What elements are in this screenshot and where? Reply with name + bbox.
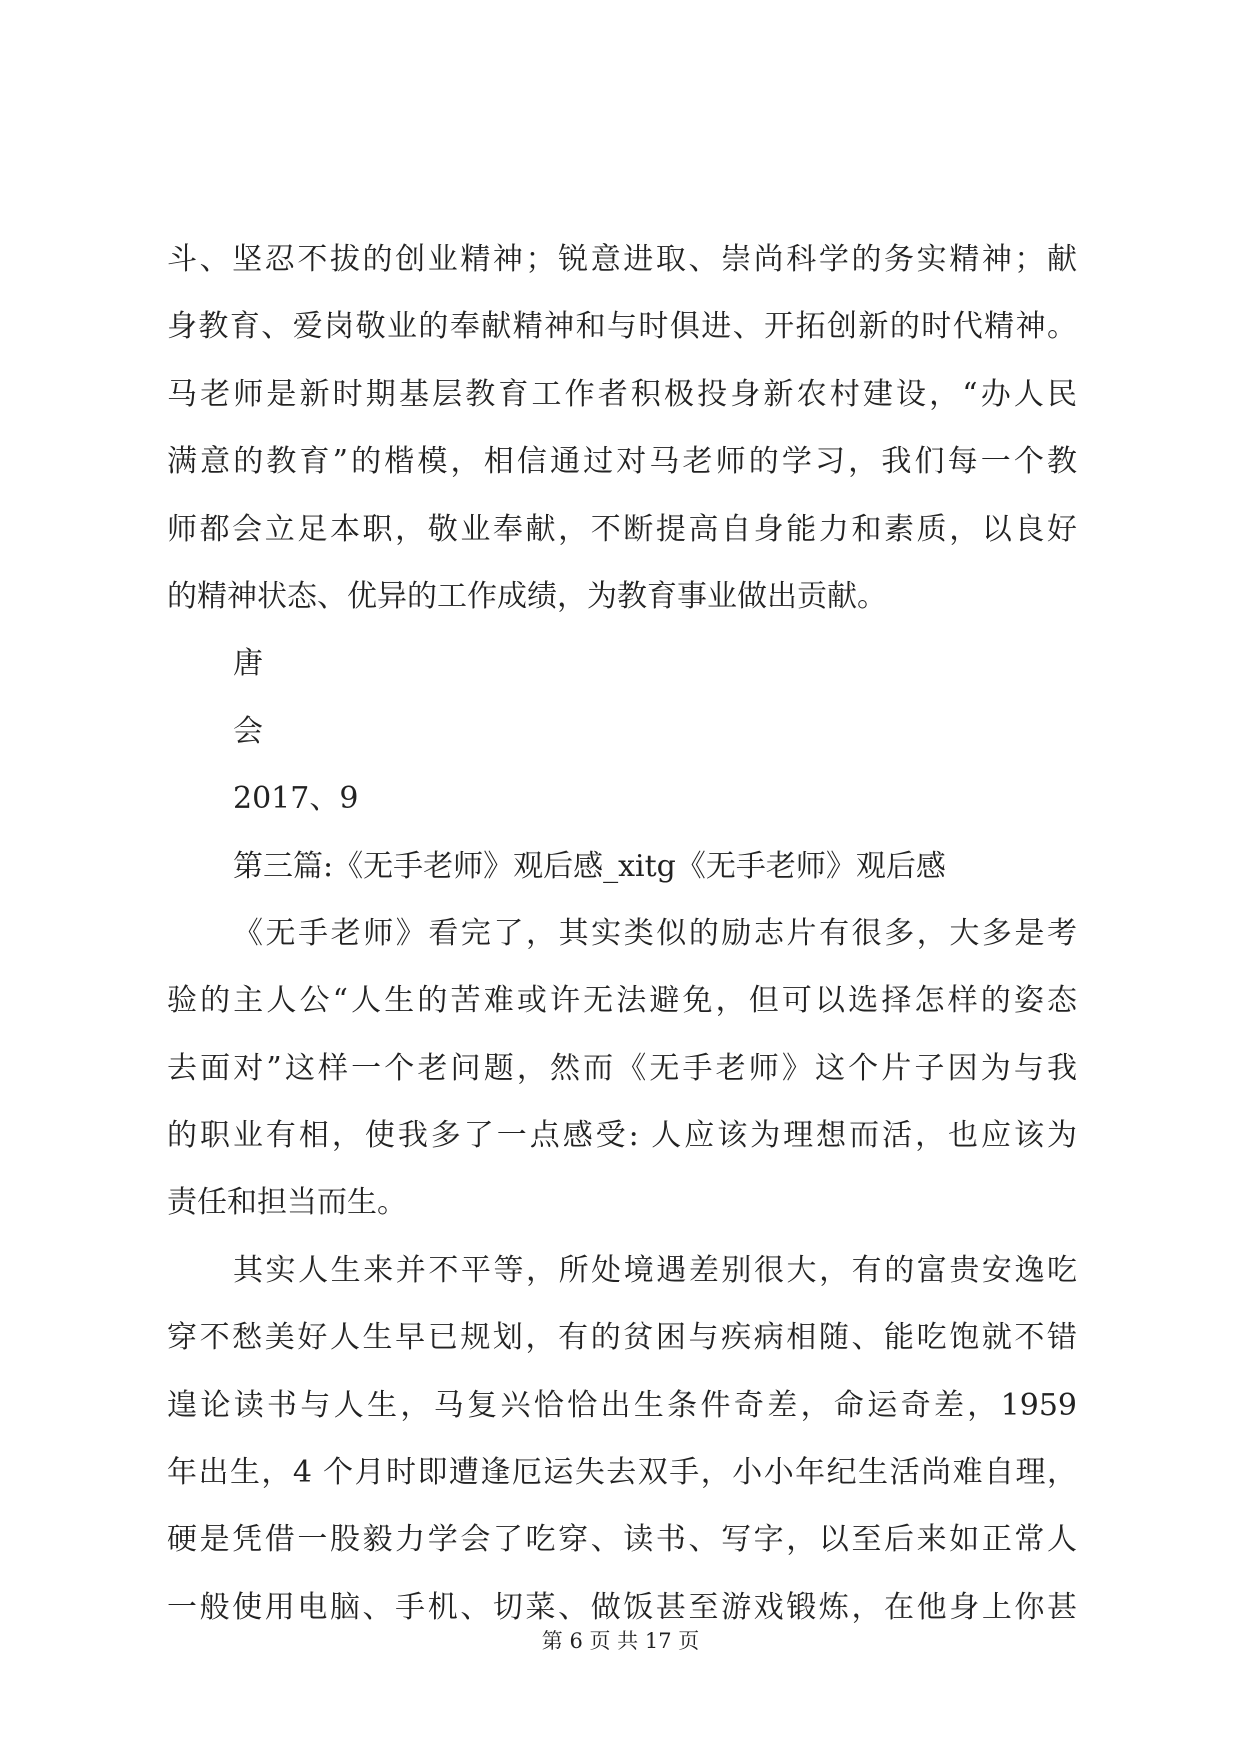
text-line: 《无手老师》看完了，其实类似的励志片有很多，大多是考 xyxy=(233,915,1077,951)
text-line: 满意的教育”的楷模，相信通过对马老师的学习，我们每一个教 xyxy=(167,444,1077,480)
text-line: 马老师是新时期基层教育工作者积极投身新农村建设，“办人民 xyxy=(167,376,1077,412)
text-line: 其实人生来并不平等，所处境遇差别很大，有的富贵安逸吃 xyxy=(233,1252,1077,1288)
text-line: 斗、坚忍不拔的创业精神；锐意进取、崇尚科学的务实精神；献 xyxy=(167,242,1077,277)
text-line: 穿不愁美好人生早已规划，有的贫困与疾病相随、能吃饱就不错 xyxy=(167,1320,1077,1356)
text-line: 去面对”这样一个老问题，然而《无手老师》这个片子因为与我 xyxy=(167,1050,1077,1086)
page-number: 第 6 页 共 17 页 xyxy=(541,1629,700,1653)
text-line: 的精神状态、优异的工作成绩，为教育事业做出贡献。 xyxy=(167,578,887,614)
text-line: 师都会立足本职，敬业奉献，不断提高自身能力和素质，以良好 xyxy=(167,511,1077,547)
text-line: 验的主人公“人生的苦难或许无法避免，但可以选择怎样的姿态 xyxy=(167,983,1077,1019)
text-line: 年出生，4 个月时即遭逢厄运失去双手，小小年纪生活尚难自理， xyxy=(167,1455,1077,1491)
text-line: 遑论读书与人生，马复兴恰恰出生条件奇差，命运奇差，1959 xyxy=(167,1387,1077,1423)
text-line: 一般使用电脑、手机、切菜、做饭甚至游戏锻炼，在他身上你甚 xyxy=(167,1589,1077,1625)
signature-line: 唐 xyxy=(233,646,263,682)
section-heading: 第三篇:《无手老师》观后感_xitg《无手老师》观后感 xyxy=(233,848,946,884)
signature-line: 会 xyxy=(233,713,263,749)
text-line: 硬是凭借一股毅力学会了吃穿、读书、写字，以至后来如正常人 xyxy=(167,1522,1077,1558)
text-line: 身教育、爱岗敬业的奉献精神和与时俱进、开拓创新的时代精神。 xyxy=(167,309,1077,345)
date-line: 2017、9 xyxy=(233,781,359,817)
text-line: 责任和担当而生。 xyxy=(167,1185,407,1221)
text-line: 的职业有相，使我多了一点感受: 人应该为理想而活，也应该为 xyxy=(167,1118,1077,1154)
document-body xyxy=(167,226,1077,1641)
